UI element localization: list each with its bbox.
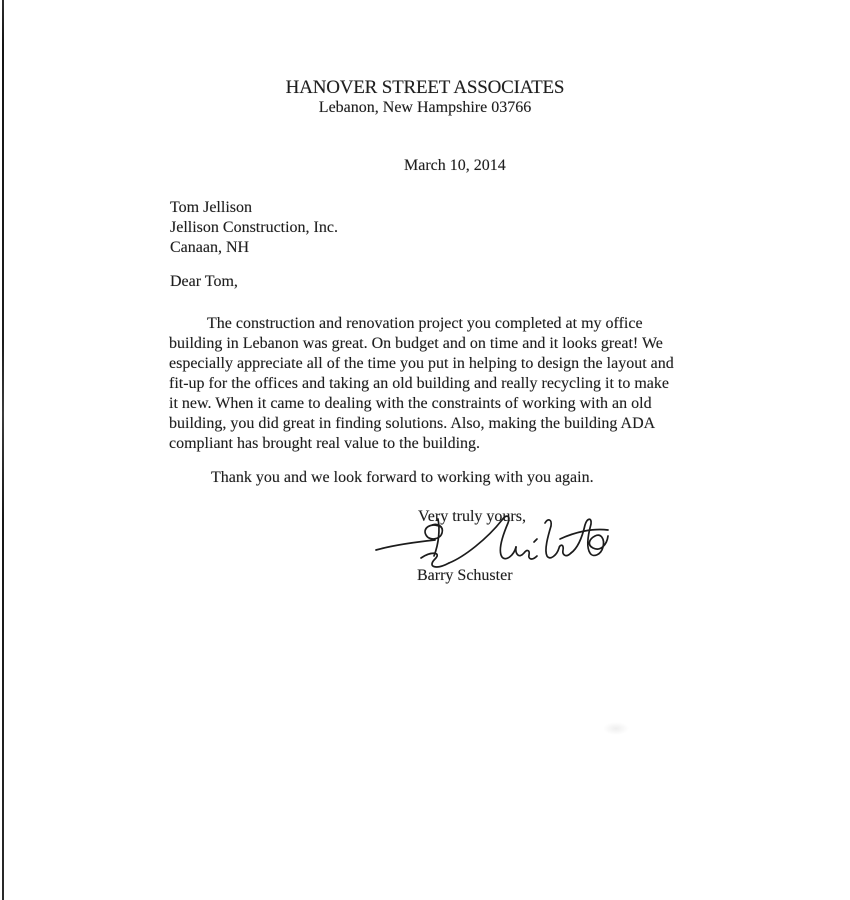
valediction: Very truly yours, xyxy=(418,508,526,525)
body-line: The construction and renovation project you completed at my office xyxy=(207,315,643,332)
body-paragraph xyxy=(169,314,735,454)
letterhead-address: Lebanon, New Hampshire 03766 xyxy=(318,99,532,116)
body-line: building in Lebanon was great. On budget and on time and it looks great! We xyxy=(169,335,663,352)
recipient-company: Jellison Construction, Inc. xyxy=(170,219,338,236)
body-line: compliant has brought real value to the building. xyxy=(169,435,481,452)
letterhead-company: HANOVER STREET ASSOCIATES xyxy=(285,77,565,98)
body-line: it new. When it came to dealing with the constraints of working with an old xyxy=(169,395,652,412)
date-line: March 10, 2014 xyxy=(404,157,506,174)
recipient-name: Tom Jellison xyxy=(170,199,252,216)
body-line: building, you did great in finding solutions. Also, making the building ADA xyxy=(169,415,656,432)
recipient-city: Canaan, NH xyxy=(170,239,250,256)
recipient-block xyxy=(170,198,338,258)
letterhead xyxy=(7,78,843,118)
body-line: especially appreciate all of the time you put in helping to design the layout and xyxy=(169,355,674,372)
scan-smudge xyxy=(603,722,629,735)
thanks-paragraph: Thank you and we look forward to working with you again. xyxy=(211,469,594,486)
body-line: fit-up for the offices and taking an old building and really recycling it to make xyxy=(169,375,669,392)
salutation: Dear Tom, xyxy=(170,273,238,290)
signer-name: Barry Schuster xyxy=(417,567,513,584)
scanner-edge-artifact xyxy=(2,0,4,900)
